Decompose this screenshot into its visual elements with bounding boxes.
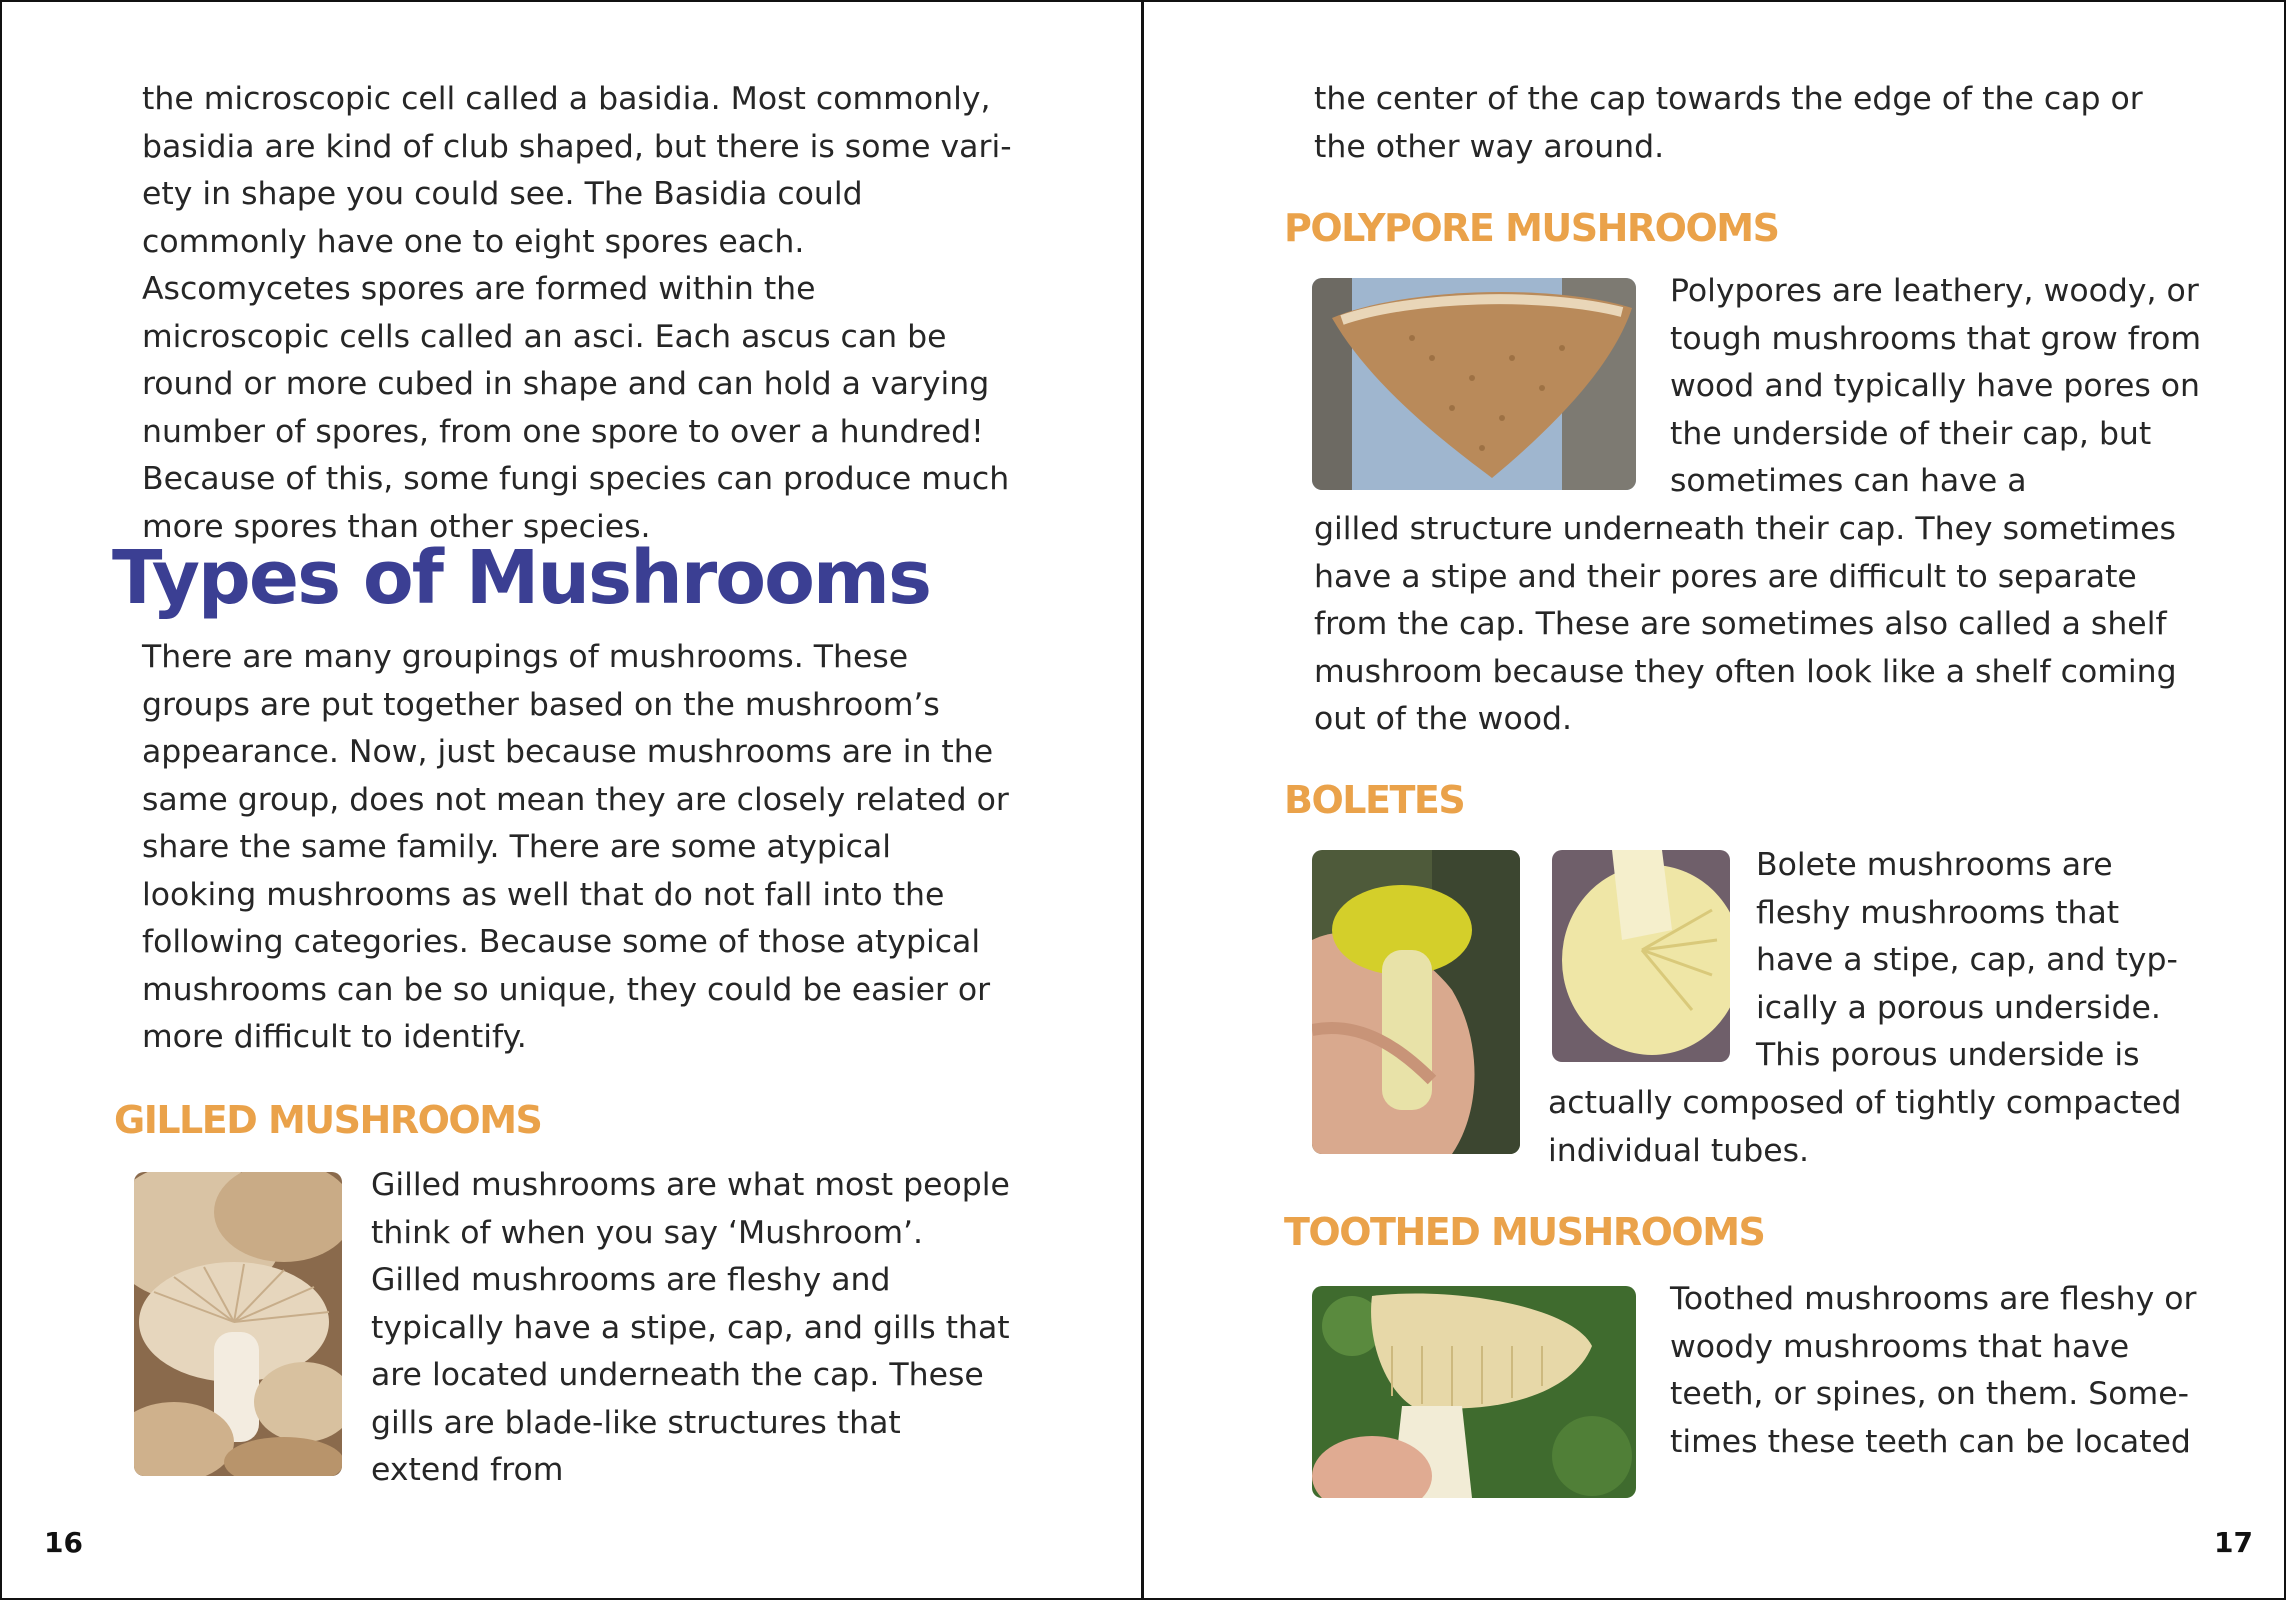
boletes-paragraph-full: actually composed of tightly compacted individual tubes. [1548,1085,2182,1169]
polypore-mushroom-photo [1312,278,1636,490]
polypore-paragraph-full: gilled structure underneath their cap. They sometimes have a stipe and their pores are difficult to separate from the cap. These are sometimes also called a shelf mushroom because they often look like a shelf coming out of the wood. [1314,511,2177,737]
page-number-right: 17 [2214,1526,2253,1559]
left-page [0,0,1141,1600]
intro-paragraph: the microscopic cell called a basidia. Most commonly, basidia are kind of club shaped, but there is some vari-ety in shape you could see. The Basidia could commonly have one to eight spores each. Ascomycetes spores are formed within the microscopic cells called an asci. Each ascus can be round or more cubed in shape and can hold a varying number of spores, from one spore to over a hundred! Because of this, some fungi species can produce much more spores than other species. [142,81,1012,545]
gilled-mushroom-photo [134,1172,342,1476]
right-page [1144,0,2286,1600]
section-title: Types of Mushrooms [112,535,931,621]
gilled-paragraph: Gilled mushrooms are what most people think of when you say ‘Mushroom’. Gilled mushrooms are fleshy and typically have a stipe, cap, and gills that are located underneath the cap. These gills are blade-like structures that extend from [371,1167,1010,1488]
toothed-mushroom-photo [1312,1286,1636,1498]
polypore-paragraph-side: Polypores are leathery, woody, or tough mushrooms that grow from wood and typically have pores on the underside of their cap, but sometimes can have a [1670,273,2202,499]
section-paragraph: There are many groupings of mushrooms. These groups are put together based on the mushroom’s appearance. Now, just because mushrooms are in the same group, does not mean they are closely related or share the same family. There are some atypical looking mushrooms as well that do not fall into the following categories. Because some of those atypical mushrooms can be so unique, they could be easier or more difficult to identify. [142,639,1009,1055]
polypore-heading: POLYPORE MUSHROOMS [1284,206,1779,250]
page-number-left: 16 [44,1526,83,1559]
gilled-heading: GILLED MUSHROOMS [114,1098,542,1142]
boletes-paragraph-side: Bolete mushrooms are fleshy mushrooms that have a stipe, cap, and typ-ically a porous underside. This porous underside is [1756,847,2178,1073]
toothed-paragraph: Toothed mushrooms are fleshy or woody mushrooms that have teeth, or spines, on them. Some-times these teeth can be located [1670,1281,2197,1460]
boletes-heading: BOLETES [1284,778,1465,822]
toothed-heading: TOOTHED MUSHROOMS [1284,1210,1765,1254]
bolete-mushroom-photo-2 [1552,850,1730,1062]
continued-paragraph: the center of the cap towards the edge of the cap or the other way around. [1314,81,2143,165]
bolete-mushroom-photo-1 [1312,850,1520,1154]
